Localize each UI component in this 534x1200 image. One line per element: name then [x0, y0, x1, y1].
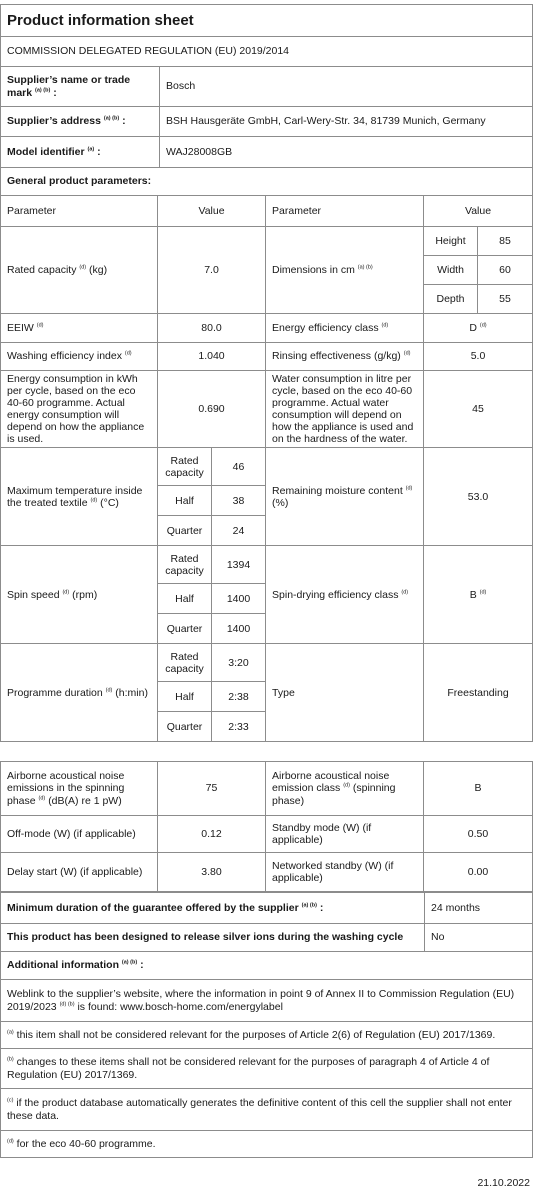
- spin-rated-label: Rated capacity: [158, 546, 212, 584]
- networked-standby-value: 0.00: [424, 853, 533, 892]
- moisture-label: Remaining moisture content $^{(d)}$ (%): [266, 448, 424, 546]
- weblink-text: Weblink to the supplier’s website, where the information in point 9 of Annex II to Commission Regulation (EU) 2019/2023 $^{(d) (b)}$ is found: www.bosch-home.com/energylabel: [1, 980, 533, 1022]
- delay-start-label: Delay start (W) (if applicable): [1, 853, 158, 892]
- airborne-noise-label: Airborne acoustical noise emissions in the spinning phase $^{(d)}$ (dB(A) re 1 pW): [1, 762, 158, 816]
- model-identifier-label: Model identifier $^{(a)}$ :: [1, 137, 160, 168]
- airborne-noise-value: 75: [158, 762, 266, 816]
- eeiw-label: EEIW $^{(d)}$: [1, 314, 158, 343]
- eeiw-value: 80.0: [158, 314, 266, 343]
- rated-capacity-label: Rated capacity $^{(d)}$ (kg): [1, 227, 158, 314]
- washing-efficiency-value: 1.040: [158, 343, 266, 371]
- prog-rated-label: Rated capacity: [158, 644, 212, 682]
- prog-half-label: Half: [158, 682, 212, 712]
- header-table: [0, 4, 533, 67]
- standby-value: 0.50: [424, 816, 533, 853]
- dim-depth-label: Depth: [424, 285, 478, 314]
- dim-depth-value: 55: [478, 285, 533, 314]
- note-a: $^{(a)}$ this item shall not be considered relevant for the purposes of Article 2(6) of Regulation (EU) 2017/1369.: [1, 1022, 533, 1049]
- energy-consumption-label: Energy consumption in kWh per cycle, based on the eco 40-60 programme. Actual energy consumption will depend on how the appliance is used.: [1, 371, 158, 448]
- max-temp-quarter-value: 24: [212, 516, 266, 546]
- spin-half-label: Half: [158, 584, 212, 614]
- energy-class-label: Energy efficiency class $^{(d)}$: [266, 314, 424, 343]
- programme-duration-label: Programme duration $^{(d)}$ (h:min): [1, 644, 158, 742]
- document-date: 21.10.2022: [477, 1177, 530, 1189]
- general-parameters-heading: General product parameters:: [1, 168, 533, 196]
- additional-info-heading: Additional information $^{(a) (b)}$ :: [1, 952, 533, 980]
- type-value: Freestanding: [424, 644, 533, 742]
- col-parameter-left: Parameter: [1, 196, 158, 227]
- spin-efficiency-value: B $^{(d)}$: [424, 546, 533, 644]
- col-parameter-right: Parameter: [266, 196, 424, 227]
- max-temperature-label: Maximum temperature inside the treated textile $^{(d)}$ (°C): [1, 448, 158, 546]
- guarantee-label: Minimum duration of the guarantee offered by the supplier $^{(a) (b)}$ :: [1, 893, 425, 924]
- type-label: Type: [266, 644, 424, 742]
- supplier-address-value: BSH Hausgeräte GmbH, Carl-Wery-Str. 34, 81739 Munich, Germany: [160, 107, 533, 137]
- spin-quarter-value: 1400: [212, 614, 266, 644]
- dim-height-value: 85: [478, 227, 533, 256]
- silver-ions-value: No: [425, 924, 533, 952]
- washing-efficiency-label: Washing efficiency index $^{(d)}$: [1, 343, 158, 371]
- networked-standby-label: Networked standby (W) (if applicable): [266, 853, 424, 892]
- airborne-class-value: B: [424, 762, 533, 816]
- dim-height-label: Height: [424, 227, 478, 256]
- spin-rated-value: 1394: [212, 546, 266, 584]
- energy-consumption-value: 0.690: [158, 371, 266, 448]
- moisture-value: 53.0: [424, 448, 533, 546]
- max-temp-half-value: 38: [212, 486, 266, 516]
- note-d: $^{(d)}$ for the eco 40-60 programme.: [1, 1131, 533, 1158]
- airborne-class-label: Airborne acoustical noise emission class $^{(d)}$ (spinning phase): [266, 762, 424, 816]
- spin-efficiency-label: Spin-drying efficiency class $^{(d)}$: [266, 546, 424, 644]
- prog-rated-value: 3:20: [212, 644, 266, 682]
- note-c: $^{(c)}$ if the product database automatically generates the definitive content of this cell the supplier shall not enter these data.: [1, 1089, 533, 1131]
- off-mode-value: 0.12: [158, 816, 266, 853]
- max-temp-half-label: Half: [158, 486, 212, 516]
- max-temp-rated-value: 46: [212, 448, 266, 486]
- supplier-address-label: Supplier’s address $^{(a) (b)}$ :: [1, 107, 160, 137]
- supplier-name-value: Bosch: [160, 67, 533, 107]
- spin-quarter-label: Quarter: [158, 614, 212, 644]
- standby-label: Standby mode (W) (if applicable): [266, 816, 424, 853]
- rinsing-effectiveness-value: 5.0: [424, 343, 533, 371]
- col-value-right: Value: [424, 196, 533, 227]
- water-consumption-label: Water consumption in litre per cycle, based on the eco 40-60 programme. Actual water consumption will depend on how the appliance is used and on the hardness of the water.: [266, 371, 424, 448]
- supplier-table: [0, 66, 533, 196]
- rinsing-effectiveness-label: Rinsing effectiveness (g/kg) $^{(d)}$: [266, 343, 424, 371]
- additional-table: [0, 892, 533, 1158]
- note-b: $^{(b)}$ changes to these items shall not be considered relevant for the purposes of paragraph 4 of Article 4 of Regulation (EU) 2017/1369.: [1, 1049, 533, 1089]
- regulation-text: COMMISSION DELEGATED REGULATION (EU) 2019/2014: [1, 37, 533, 67]
- energy-class-value: D $^{(d)}$: [424, 314, 533, 343]
- supplier-name-label: Supplier’s name or trade mark $^{(a) (b)}$ :: [1, 67, 160, 107]
- model-identifier-value: WAJ28008GB: [160, 137, 533, 168]
- dimensions-label: Dimensions in cm $^{(a) (b)}$: [266, 227, 424, 314]
- dim-width-value: 60: [478, 256, 533, 285]
- delay-start-value: 3.80: [158, 853, 266, 892]
- spin-speed-label: Spin speed $^{(d)}$ (rpm): [1, 546, 158, 644]
- dim-width-label: Width: [424, 256, 478, 285]
- max-temp-quarter-label: Quarter: [158, 516, 212, 546]
- spin-half-value: 1400: [212, 584, 266, 614]
- general-parameters-table: [0, 195, 533, 742]
- page-title: Product information sheet: [1, 5, 533, 37]
- water-consumption-value: 45: [424, 371, 533, 448]
- col-value-left: Value: [158, 196, 266, 227]
- prog-half-value: 2:38: [212, 682, 266, 712]
- silver-ions-label: This product has been designed to release silver ions during the washing cycle: [1, 924, 425, 952]
- noise-power-table: [0, 761, 533, 892]
- max-temp-rated-label: Rated capacity: [158, 448, 212, 486]
- guarantee-value: 24 months: [425, 893, 533, 924]
- prog-quarter-value: 2:33: [212, 712, 266, 742]
- off-mode-label: Off-mode (W) (if applicable): [1, 816, 158, 853]
- prog-quarter-label: Quarter: [158, 712, 212, 742]
- rated-capacity-value: 7.0: [158, 227, 266, 314]
